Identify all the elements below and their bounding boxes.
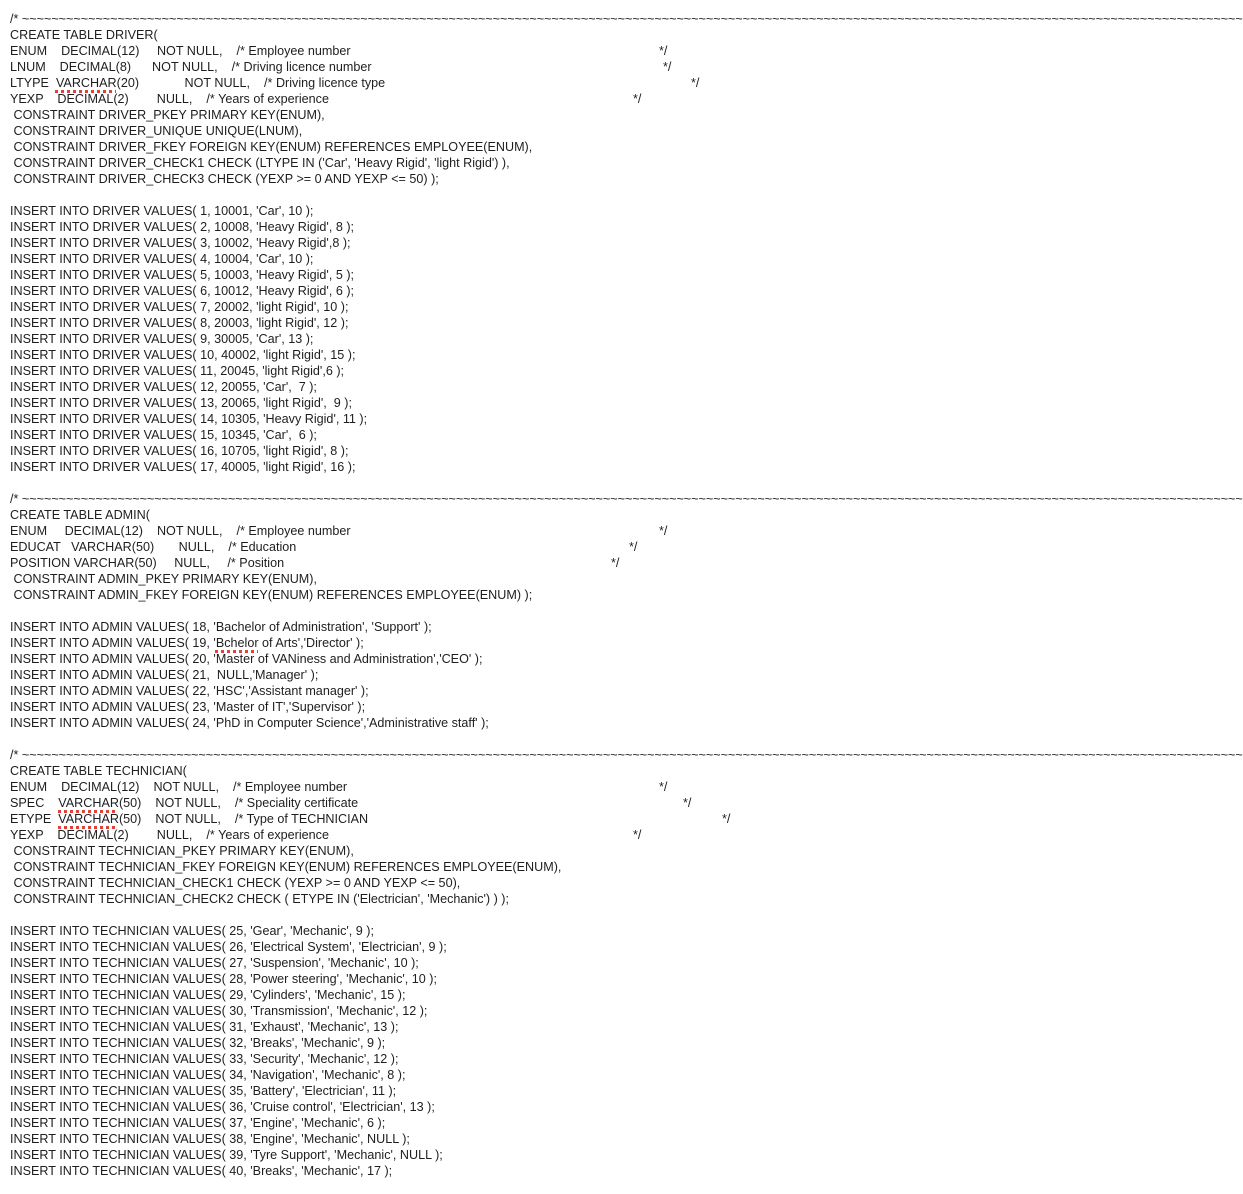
- admin-col-position: [10, 555, 936, 571]
- constraint-line: CONSTRAINT DRIVER_CHECK3 CHECK (YEXP >= 0 AND YEXP <= 50) );: [10, 172, 439, 186]
- insert-line: INSERT INTO ADMIN VALUES( 20, 'Master of VANiness and Administration','CEO' );: [10, 652, 483, 666]
- insert-line: INSERT INTO DRIVER VALUES( 2, 10008, 'Heavy Rigid', 8 );: [10, 220, 355, 234]
- insert-line: INSERT INTO DRIVER VALUES( 4, 10004, 'Car', 10 );: [10, 252, 314, 266]
- insert-line: INSERT INTO DRIVER VALUES( 14, 10305, 'Heavy Rigid', 11 );: [10, 412, 368, 426]
- insert-line: INSERT INTO TECHNICIAN VALUES( 38, 'Engine', 'Mechanic', NULL );: [10, 1132, 410, 1146]
- insert-line: INSERT INTO TECHNICIAN VALUES( 27, 'Suspension', 'Mechanic', 10 );: [10, 956, 419, 970]
- col-def: POSITION VARCHAR(50) NULL, /* Position: [10, 556, 285, 570]
- insert-line: INSERT INTO DRIVER VALUES( 3, 10002, 'Heavy Rigid',8 );: [10, 236, 351, 250]
- blank-line: [10, 603, 936, 619]
- insert-line: INSERT INTO ADMIN VALUES( 23, 'Master of IT','Supervisor' );: [10, 700, 366, 714]
- col-def: EDUCAT VARCHAR(50) NULL, /* Education: [10, 540, 297, 554]
- comment-end: */: [683, 796, 692, 810]
- insert-line: INSERT INTO TECHNICIAN VALUES( 34, 'Navigation', 'Mechanic', 8 );: [10, 1068, 406, 1082]
- comment-end: */: [633, 92, 642, 106]
- technician-col-spec: [10, 795, 936, 811]
- col-def: ENUM DECIMAL(12) NOT NULL, /* Employee number: [10, 780, 348, 794]
- create-table-technician: CREATE TABLE TECHNICIAN(: [10, 764, 187, 778]
- spellcheck-word[interactable]: VARCHAR: [58, 812, 119, 826]
- col-def: LTYPE VARCHAR(20) NOT NULL, /* Driving licence type: [10, 76, 386, 90]
- comment-end: */: [659, 44, 668, 58]
- blank-line: [10, 907, 936, 923]
- comment-end: */: [659, 780, 668, 794]
- blank-line: [10, 475, 936, 491]
- constraint-line: CONSTRAINT TECHNICIAN_CHECK2 CHECK ( ETYPE IN ('Electrician', 'Mechanic') ) );: [10, 892, 509, 906]
- insert-line: INSERT INTO TECHNICIAN VALUES( 28, 'Power steering', 'Mechanic', 10 );: [10, 972, 437, 986]
- insert-line: INSERT INTO ADMIN VALUES( 22, 'HSC','Assistant manager' );: [10, 684, 369, 698]
- comment-end: */: [611, 556, 620, 570]
- technician-col-etype: [10, 811, 936, 827]
- constraint-line: CONSTRAINT ADMIN_PKEY PRIMARY KEY(ENUM),: [10, 572, 317, 586]
- insert-line: INSERT INTO DRIVER VALUES( 6, 10012, 'Heavy Rigid', 6 );: [10, 284, 355, 298]
- insert-line: INSERT INTO DRIVER VALUES( 7, 20002, 'light Rigid', 10 );: [10, 300, 349, 314]
- col-def: ETYPE VARCHAR(50) NOT NULL, /* Type of TECHNICIAN: [10, 812, 369, 826]
- technician-col-yexp: [10, 827, 936, 843]
- constraint-line: CONSTRAINT DRIVER_CHECK1 CHECK (LTYPE IN ('Car', 'Heavy Rigid', 'light Rigid') ),: [10, 156, 510, 170]
- col-def: ENUM DECIMAL(12) NOT NULL, /* Employee number: [10, 44, 351, 58]
- spellcheck-word[interactable]: VARCHAR: [58, 796, 119, 810]
- insert-line: INSERT INTO TECHNICIAN VALUES( 32, 'Breaks', 'Mechanic', 9 );: [10, 1036, 386, 1050]
- insert-line: INSERT INTO ADMIN VALUES( 19, 'Bchelor of Arts','Director' );: [10, 636, 364, 650]
- comment-separator: /* ~~~~~~~~~~~~~~~~~~~~~~~~~~~~~~~~~~~~~~~~~~~~~~~~~~~~~~~~~~~~~~~~~~~~~~~~~~~~~~~~~~~~~~~~~~~~~~~~~~~~~~~~~~~~~~~~~~~~~~~~~~~~~~~~~~~~~~~~~~~~~~~~~~~~~~~~~~~~~~~~~~~~~~: [10, 12, 1243, 26]
- col-def: LNUM DECIMAL(8) NOT NULL, /* Driving licence number: [10, 60, 372, 74]
- insert-line: INSERT INTO TECHNICIAN VALUES( 35, 'Battery', 'Electrician', 11 );: [10, 1084, 397, 1098]
- insert-line: INSERT INTO ADMIN VALUES( 18, 'Bachelor of Administration', 'Support' );: [10, 620, 432, 634]
- insert-line: INSERT INTO DRIVER VALUES( 11, 20045, 'light Rigid',6 );: [10, 364, 345, 378]
- insert-line: INSERT INTO TECHNICIAN VALUES( 36, 'Cruise control', 'Electrician', 13 );: [10, 1100, 435, 1114]
- insert-line: INSERT INTO ADMIN VALUES( 24, 'PhD in Computer Science','Administrative staff' );: [10, 716, 489, 730]
- comment-end: */: [633, 828, 642, 842]
- create-table-driver: CREATE TABLE DRIVER(: [10, 28, 158, 42]
- create-table-admin: CREATE TABLE ADMIN(: [10, 508, 150, 522]
- insert-line: INSERT INTO DRIVER VALUES( 5, 10003, 'Heavy Rigid', 5 );: [10, 268, 355, 282]
- insert-line: INSERT INTO TECHNICIAN VALUES( 25, 'Gear', 'Mechanic', 9 );: [10, 924, 374, 938]
- driver-col-ltype: [10, 75, 936, 91]
- comment-separator: /* ~~~~~~~~~~~~~~~~~~~~~~~~~~~~~~~~~~~~~~~~~~~~~~~~~~~~~~~~~~~~~~~~~~~~~~~~~~~~~~~~~~~~~~~~~~~~~~~~~~~~~~~~~~~~~~~~~~~~~~~~~~~~~~~~~~~~~~~~~~~~~~~~~~~~~~~~~~~~~~~~~~~~~~: [10, 492, 1243, 506]
- constraint-line: CONSTRAINT TECHNICIAN_FKEY FOREIGN KEY(ENUM) REFERENCES EMPLOYEE(ENUM),: [10, 860, 562, 874]
- col-def: YEXP DECIMAL(2) NULL, /* Years of experience: [10, 92, 329, 106]
- insert-line: INSERT INTO TECHNICIAN VALUES( 40, 'Breaks', 'Mechanic', 17 );: [10, 1164, 393, 1178]
- insert-line: INSERT INTO DRIVER VALUES( 1, 10001, 'Car', 10 );: [10, 204, 314, 218]
- constraint-line: CONSTRAINT DRIVER_UNIQUE UNIQUE(LNUM),: [10, 124, 303, 138]
- comment-end: */: [629, 540, 638, 554]
- admin-col-educat: [10, 539, 936, 555]
- constraint-line: CONSTRAINT DRIVER_FKEY FOREIGN KEY(ENUM) REFERENCES EMPLOYEE(ENUM),: [10, 140, 533, 154]
- insert-line: INSERT INTO TECHNICIAN VALUES( 37, 'Engine', 'Mechanic', 6 );: [10, 1116, 386, 1130]
- comment-separator: /* ~~~~~~~~~~~~~~~~~~~~~~~~~~~~~~~~~~~~~~~~~~~~~~~~~~~~~~~~~~~~~~~~~~~~~~~~~~~~~~~~~~~~~~~~~~~~~~~~~~~~~~~~~~~~~~~~~~~~~~~~~~~~~~~~~~~~~~~~~~~~~~~~~~~~~~~~~~~~~~~~~~~~~~: [10, 748, 1243, 762]
- insert-line: INSERT INTO DRIVER VALUES( 9, 30005, 'Car', 13 );: [10, 332, 314, 346]
- insert-line: INSERT INTO TECHNICIAN VALUES( 33, 'Security', 'Mechanic', 12 );: [10, 1052, 399, 1066]
- blank-line: [10, 187, 936, 203]
- insert-line: INSERT INTO DRIVER VALUES( 13, 20065, 'light Rigid', 9 );: [10, 396, 352, 410]
- insert-line: INSERT INTO DRIVER VALUES( 16, 10705, 'light Rigid', 8 );: [10, 444, 349, 458]
- driver-col-lnum: [10, 59, 936, 75]
- comment-end: */: [722, 812, 731, 826]
- comment-end: */: [691, 76, 700, 90]
- insert-line: INSERT INTO DRIVER VALUES( 17, 40005, 'light Rigid', 16 );: [10, 460, 356, 474]
- spellcheck-word[interactable]: Bchelor: [215, 636, 259, 650]
- insert-line: INSERT INTO ADMIN VALUES( 21, NULL,'Manager' );: [10, 668, 319, 682]
- insert-line: INSERT INTO DRIVER VALUES( 8, 20003, 'light Rigid', 12 );: [10, 316, 349, 330]
- admin-col-enum: [10, 523, 936, 539]
- constraint-line: CONSTRAINT ADMIN_FKEY FOREIGN KEY(ENUM) REFERENCES EMPLOYEE(ENUM) );: [10, 588, 533, 602]
- spellcheck-word[interactable]: VARCHAR: [55, 76, 117, 90]
- technician-col-enum: [10, 779, 936, 795]
- insert-line: INSERT INTO TECHNICIAN VALUES( 29, 'Cylinders', 'Mechanic', 15 );: [10, 988, 406, 1002]
- driver-col-yexp: [10, 91, 936, 107]
- insert-line: INSERT INTO DRIVER VALUES( 12, 20055, 'Car', 7 );: [10, 380, 317, 394]
- blank-line: [10, 731, 936, 747]
- comment-end: */: [659, 524, 668, 538]
- insert-line: INSERT INTO TECHNICIAN VALUES( 26, 'Electrical System', 'Electrician', 9 );: [10, 940, 447, 954]
- insert-line: INSERT INTO TECHNICIAN VALUES( 31, 'Exhaust', 'Mechanic', 13 );: [10, 1020, 399, 1034]
- col-def: ENUM DECIMAL(12) NOT NULL, /* Employee number: [10, 524, 351, 538]
- insert-line: INSERT INTO DRIVER VALUES( 15, 10345, 'Car', 6 );: [10, 428, 317, 442]
- sql-document[interactable]: [10, 11, 1243, 1179]
- constraint-line: CONSTRAINT TECHNICIAN_PKEY PRIMARY KEY(ENUM),: [10, 844, 354, 858]
- col-def: SPEC VARCHAR(50) NOT NULL, /* Speciality certificate: [10, 796, 359, 810]
- constraint-line: CONSTRAINT TECHNICIAN_CHECK1 CHECK (YEXP >= 0 AND YEXP <= 50),: [10, 876, 461, 890]
- insert-line: INSERT INTO TECHNICIAN VALUES( 30, 'Transmission', 'Mechanic', 12 );: [10, 1004, 428, 1018]
- insert-line: INSERT INTO TECHNICIAN VALUES( 39, 'Tyre Support', 'Mechanic', NULL );: [10, 1148, 443, 1162]
- comment-end: */: [663, 60, 672, 74]
- col-def: YEXP DECIMAL(2) NULL, /* Years of experience: [10, 828, 329, 842]
- driver-col-enum: [10, 43, 936, 59]
- constraint-line: CONSTRAINT DRIVER_PKEY PRIMARY KEY(ENUM),: [10, 108, 325, 122]
- insert-line: INSERT INTO DRIVER VALUES( 10, 40002, 'light Rigid', 15 );: [10, 348, 356, 362]
